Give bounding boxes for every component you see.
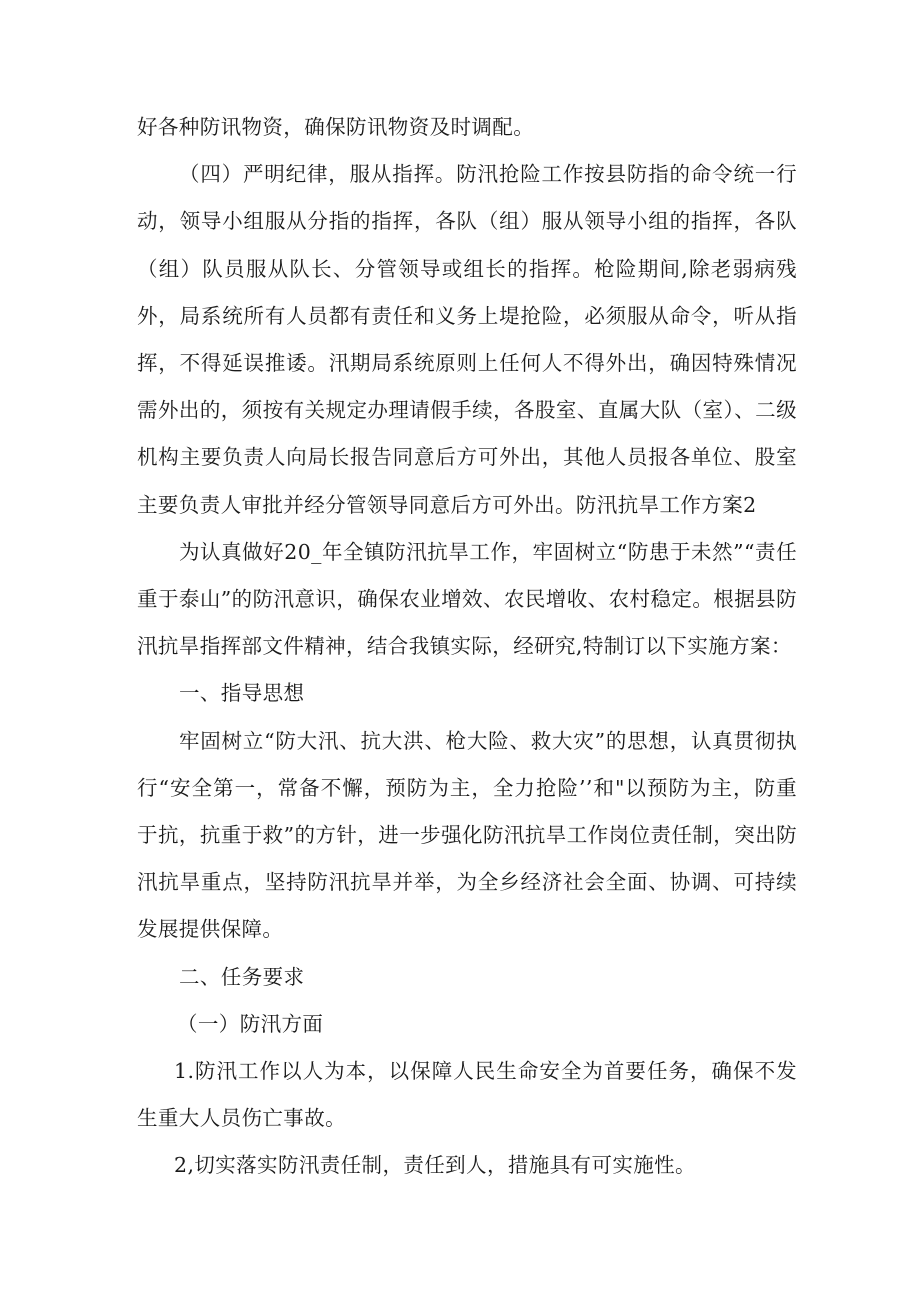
paragraph-discipline: （四）严明纪律，服从指挥。防汛抢险工作按县防指的命令统一行动，领导小组服从分指的指挥，各队（组）服从领导小组的指挥，各队（组）队员服从队长、分管领导或组长的指挥。枪险期间,除老弱病残外，局系统所有人员都有责任和义务上堤抢险，必须服从命令，听从指挥，不得延误推诿。汛期局系统原则上任何人不得外出，确因特殊情况需外出的，须按有关规定办理请假手续，各股室、直属大队（室）、二级机构主要负责人向局长报告同意后方可外出，其他人员报各单位、股室主要负责人审批并经分管领导同意后方可外出。防汛抗旱工作方案2 xyxy=(137,162,797,517)
list-item-2: 2,切实落实防汛责任制，责任到人，措施具有可实施性。 xyxy=(174,1153,696,1178)
paragraph-guiding-thought: 牢固树立“防大汛、抗大洪、枪大险、救大灾”的思想，认真贯彻执行“安全第一，常备不懈，预防为主，全力抢险’’和"以预防为主，防重于抗，抗重于救”的方针，进一步强化防汛抗旱工作岗位责任制，突出防汛抗旱重点，坚持防汛抗旱并举，为全乡经济社会全面、协调、可持续发展提供保障。 xyxy=(137,728,797,942)
paragraph-intro: 为认真做好20_年全镇防汛抗旱工作，牢固树立“防患于未然”“责任重于泰山”的防汛意识，确保农业增效、农民增收、农村稳定。根据县防汛抗旱指挥部文件精神，结合我镇实际，经研究,特制订以下实施方案： xyxy=(137,539,797,659)
heading-task-requirements: 二、任务要求 xyxy=(179,964,305,989)
heading-guiding-thought: 一、指导思想 xyxy=(179,681,305,706)
document-body xyxy=(137,104,797,1190)
list-item-1: 1.防汛工作以人为本，以保障人民生命安全为首要任务，确保不发生重大人员伤亡事故。 xyxy=(137,1059,797,1131)
paragraph-continuation: 好各种防讯物资，确保防讯物资及时调配。 xyxy=(137,115,535,139)
subheading-flood-control: （一）防汛方面 xyxy=(177,1011,324,1036)
